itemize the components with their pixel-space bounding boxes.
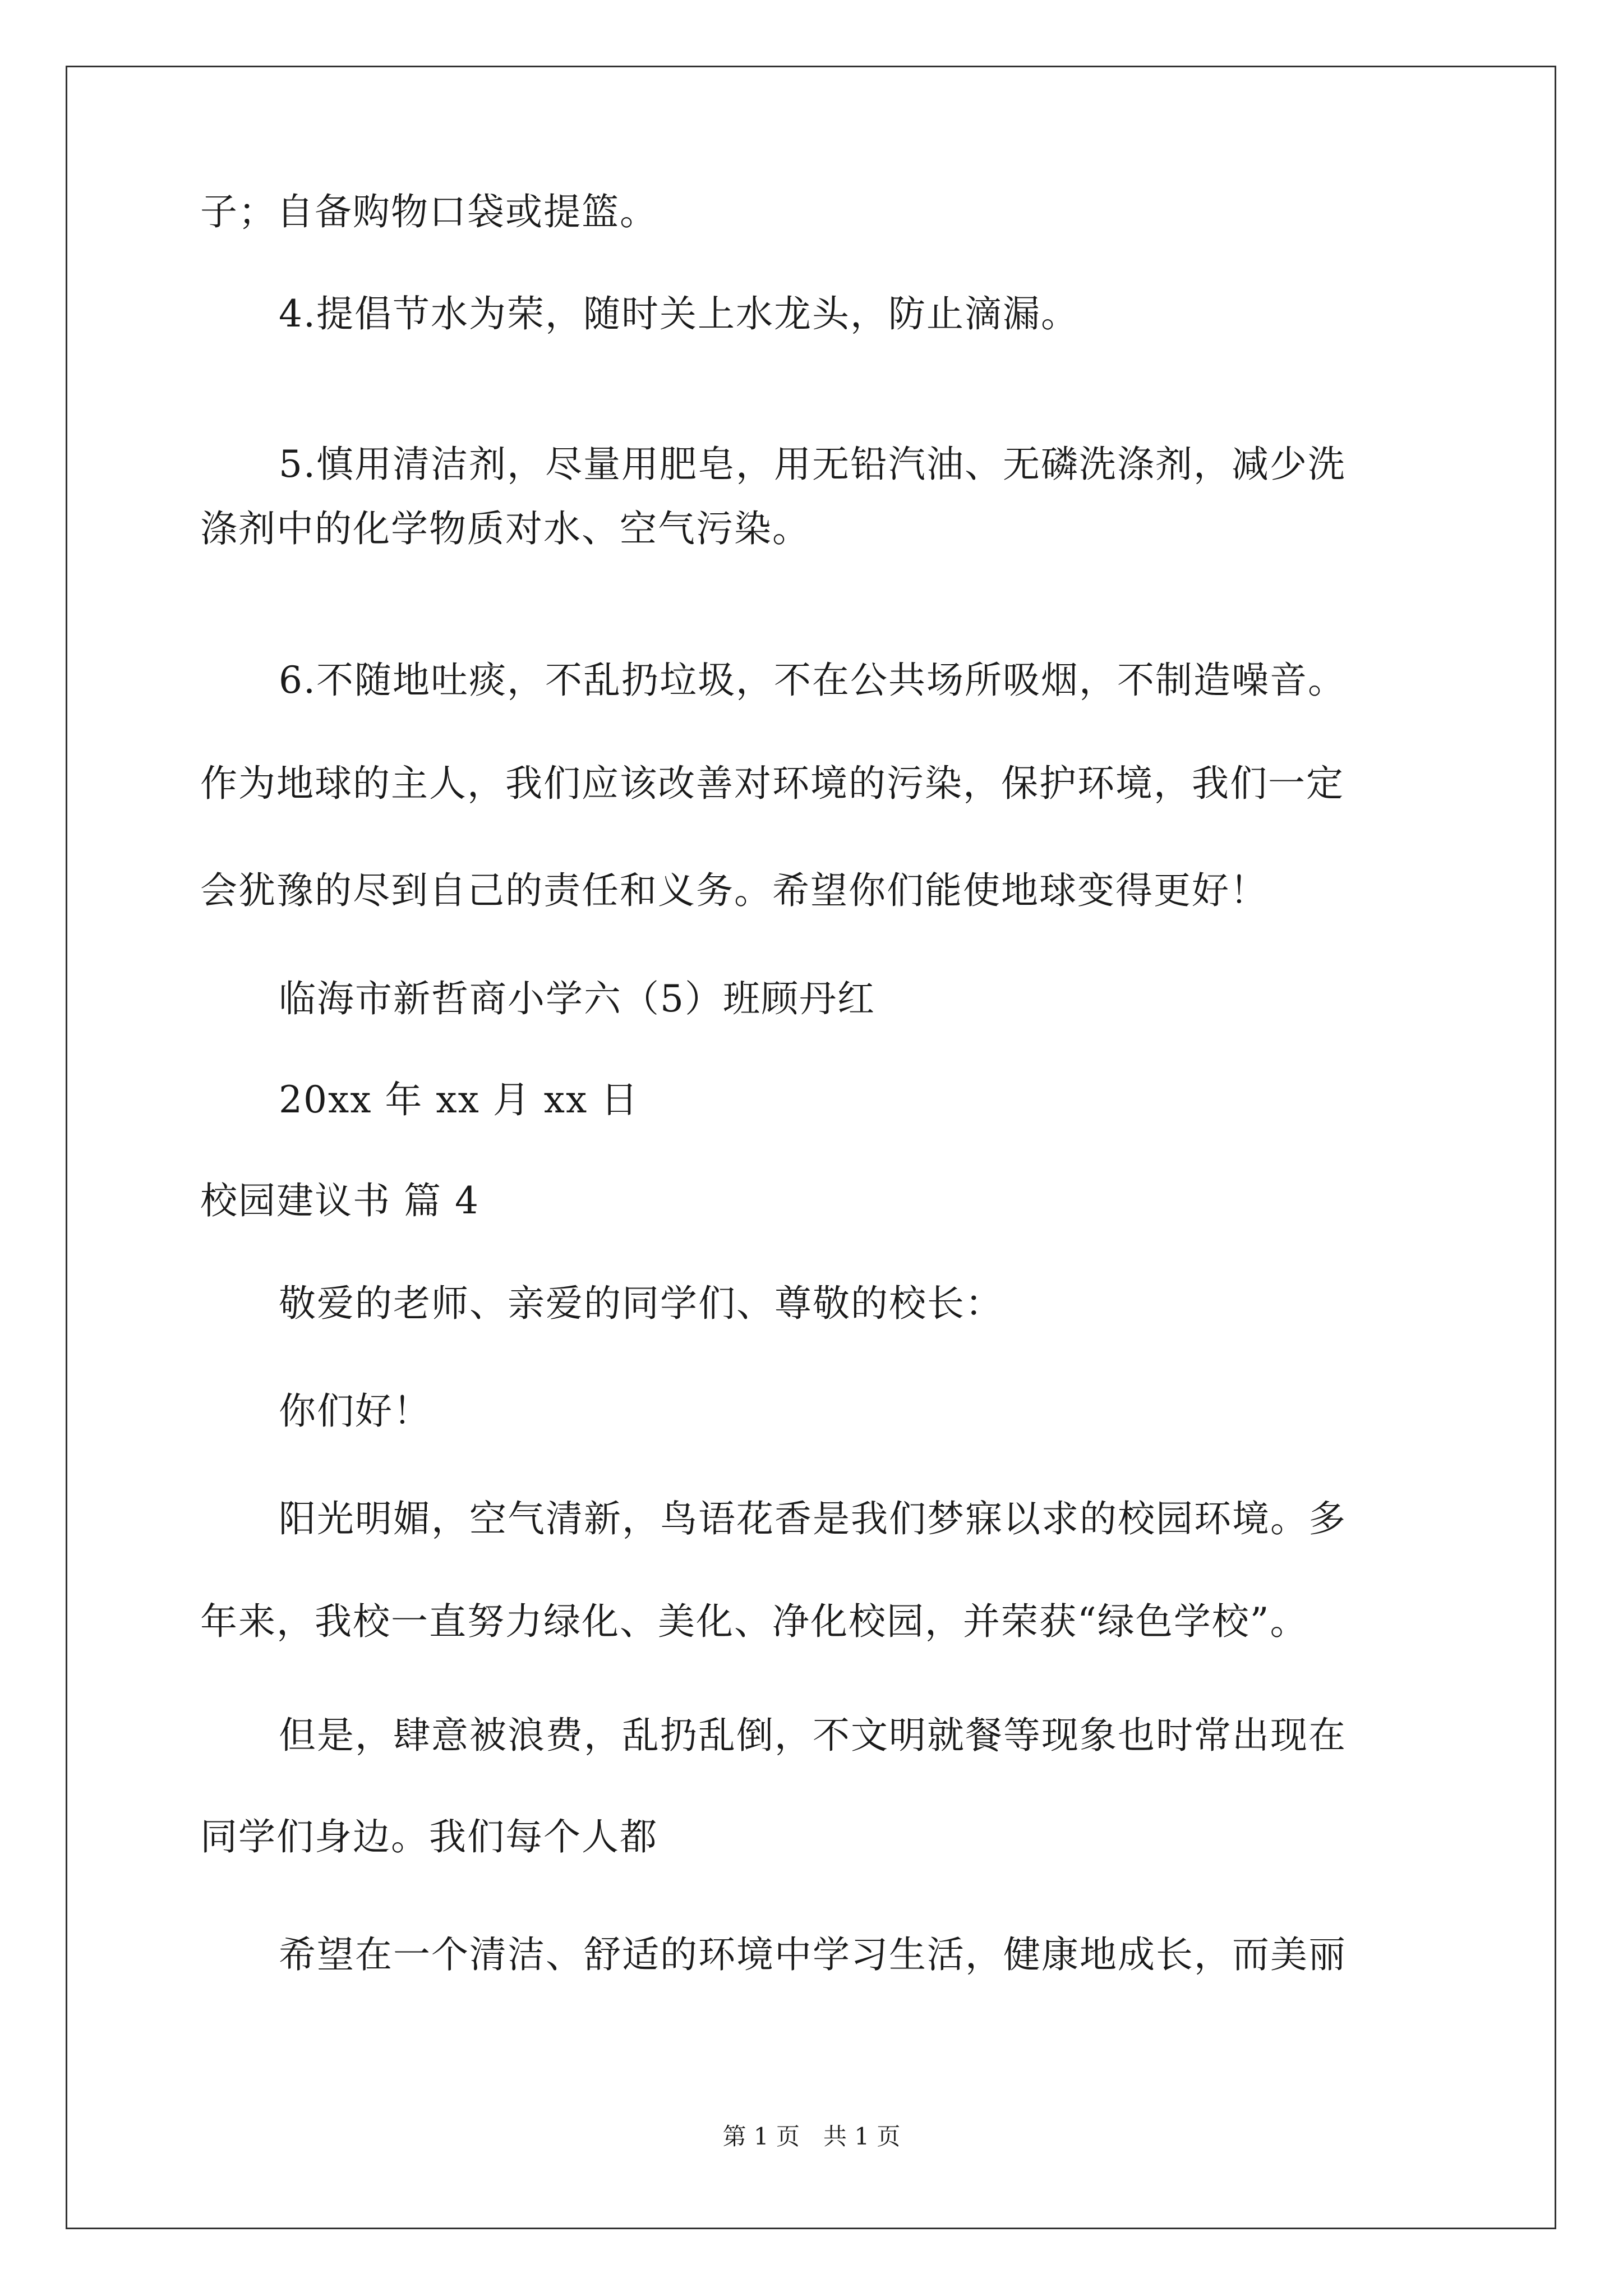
page-border [66, 66, 1556, 2229]
text-line: 年来，我校一直努力绿化、美化、净化校园，并荣获“绿色学校”。 [200, 1600, 1308, 1643]
signature-line: 临海市新哲商小学六（5）班顾丹红 [279, 977, 875, 1020]
text-line: 作为地球的主人，我们应该改善对环境的污染，保护环境，我们一定 [200, 762, 1344, 805]
page-footer: 第 1 页 共 1 页 [722, 2123, 901, 2150]
text-line: 同学们身边。我们每个人都 [200, 1815, 658, 1858]
text-line: 6.不随地吐痰，不乱扔垃圾，不在公共场所吸烟，不制造噪音。 [279, 659, 1346, 702]
text-line: 4.提倡节水为荣，随时关上水龙头，防止滴漏。 [279, 292, 1079, 335]
salutation: 敬爱的老师、亲爱的同学们、尊敬的校长： [279, 1282, 1003, 1325]
text-line: 子；自备购物口袋或提篮。 [200, 190, 658, 233]
section-heading: 校园建议书 篇 4 [200, 1179, 479, 1222]
text-line: 希望在一个清洁、舒适的环境中学习生活，健康地成长，而美丽 [279, 1933, 1347, 1976]
text-line: 5.慎用清洁剂，尽量用肥皂，用无铅汽油、无磷洗涤剂，减少洗 [279, 443, 1346, 486]
date-line: 20xx 年 xx 月 xx 日 [279, 1078, 639, 1121]
text-line: 阳光明媚，空气清新，鸟语花香是我们梦寐以求的校园环境。多 [279, 1497, 1347, 1540]
text-line: 涤剂中的化学物质对水、空气污染。 [200, 507, 810, 550]
greeting: 你们好！ [279, 1389, 431, 1433]
text-line: 但是，肆意被浪费，乱扔乱倒，不文明就餐等现象也时常出现在 [279, 1714, 1347, 1757]
text-line: 会犹豫的尽到自己的责任和义务。希望你们能使地球变得更好！ [200, 869, 1268, 912]
